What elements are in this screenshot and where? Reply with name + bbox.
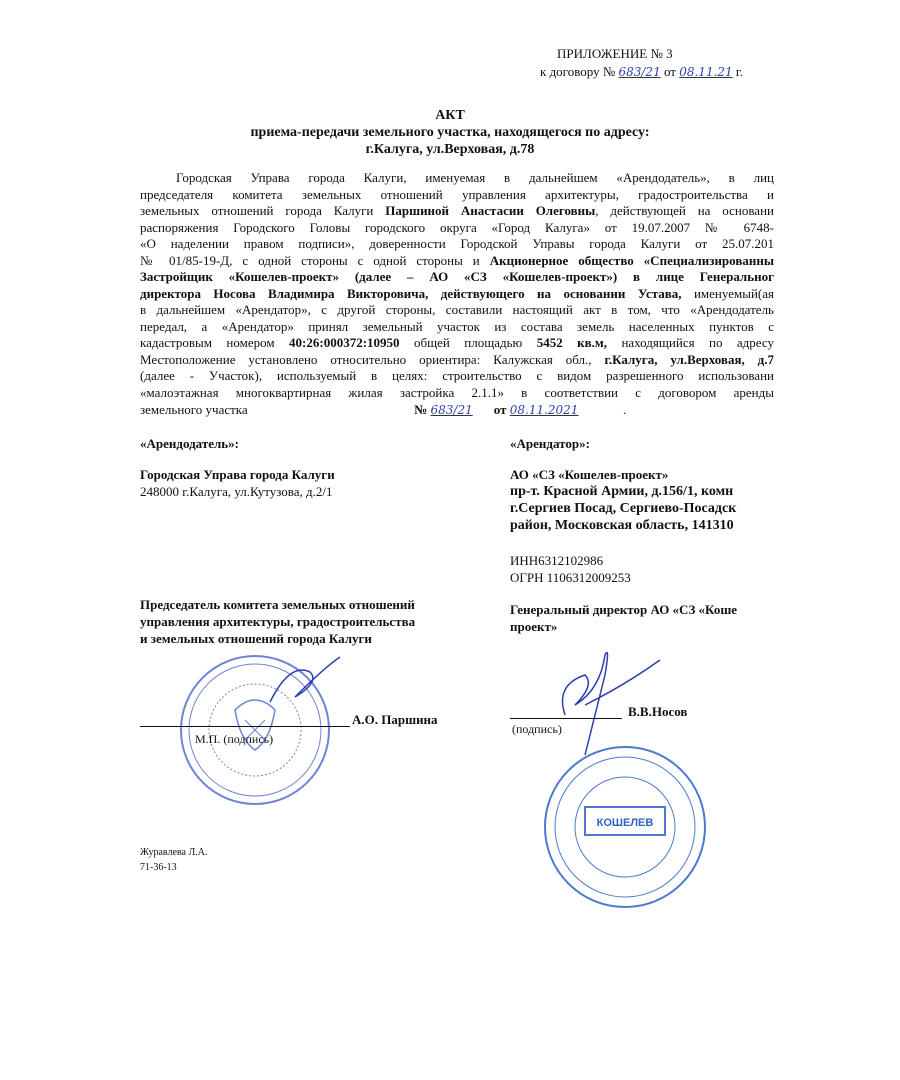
last-line-text: земельного участка bbox=[140, 402, 248, 417]
lessee-logo-text: КОШЕЛЕВ bbox=[596, 817, 654, 829]
lessor-role: «Арендодатель»: bbox=[140, 436, 239, 451]
body-text: именуемый(ая bbox=[681, 285, 774, 301]
body-text: кадастровым номером bbox=[140, 335, 290, 350]
body-line bbox=[140, 170, 774, 186]
contract-reference bbox=[540, 64, 743, 80]
body-text: № 01/85-19-Д, с одной стороны с одной стороны и bbox=[140, 252, 490, 268]
lessor-position-line: Председатель комитета земельных отношений bbox=[140, 597, 415, 612]
body-text-bold: Застройщик «Кошелев-проект» (далее – АО «СЗ «Кошелев-проект») в лице Генеральног bbox=[140, 269, 774, 284]
lessor-position-line: и земельных отношений города Калуги bbox=[140, 631, 372, 646]
lessor-position-line: управления архитектуры, градостроительства bbox=[140, 614, 416, 629]
contract-prefix: к договору № bbox=[540, 64, 616, 79]
body-line bbox=[140, 269, 774, 285]
body-text: распоряжения Городского Головы городского округа «Город Калуга» от 19.07.2007 № 6748- bbox=[140, 219, 774, 235]
body-text-bold: 40:26:000372:10950 bbox=[289, 335, 400, 350]
body-line bbox=[140, 203, 774, 219]
last-line-date-handwritten: 08.11.2021 bbox=[509, 403, 579, 417]
body-line bbox=[140, 187, 774, 203]
body-line bbox=[140, 385, 774, 401]
body-text: Местоположение установлено относительно ориентира: Калужская обл., bbox=[140, 351, 605, 367]
contract-suffix: г. bbox=[735, 64, 744, 79]
body-line bbox=[140, 368, 774, 384]
body-line bbox=[140, 302, 774, 318]
body-text-bold: Акционерное общество «Специализированны bbox=[489, 252, 774, 268]
lessee-role: «Арендатор»: bbox=[510, 436, 590, 451]
lessee-signer: В.В.Носов bbox=[628, 704, 688, 719]
body-line bbox=[140, 352, 774, 368]
lessee-company-seal bbox=[540, 742, 710, 912]
body-text-bold: Паршиной Анастасии Олеговны bbox=[385, 203, 596, 218]
body-text: передал, а «Арендатор» принял земельный участок из состава земель населенных пунктов с bbox=[140, 318, 774, 334]
lessee-position-line: Генеральный директор АО «СЗ «Коше bbox=[510, 602, 738, 617]
lessee-signature-line bbox=[510, 704, 622, 719]
body-text: , действующей на основани bbox=[595, 203, 774, 218]
body-line bbox=[140, 236, 774, 252]
contract-number-handwritten: 683/21 bbox=[618, 65, 661, 79]
body-line bbox=[140, 286, 774, 302]
appendix-label: ПРИЛОЖЕНИЕ № 3 bbox=[557, 46, 673, 61]
body-text: Городская Управа города Калуги, именуемая в дальнейшем «Арендодатель», в лиц bbox=[176, 170, 774, 185]
body-text-bold: директора Носова Владимира Викторовича, действующего на основании Устава, bbox=[140, 285, 682, 301]
lessor-sign-caption: М.П. (подпись) bbox=[195, 732, 274, 746]
last-line-no-label: № bbox=[414, 402, 428, 417]
last-line-from-label: от bbox=[493, 402, 507, 417]
body-line bbox=[140, 335, 774, 351]
body-text: (далее - Участок), используемый в целях: строительство с видом разрешенного использовани bbox=[140, 368, 774, 383]
last-line-number-handwritten: 683/21 bbox=[430, 403, 473, 417]
document-subtitle: приема-передачи земельного участка, находящегося по адресу: bbox=[250, 125, 650, 140]
lessor-address: 248000 г.Калуга, ул.Кутузова, д.2/1 bbox=[140, 484, 333, 499]
body-text: «малоэтажная многоквартирная жилая застройка 2.1.1» в соответствии с договором аренды bbox=[140, 384, 774, 400]
lessee-sign-caption: (подпись) bbox=[512, 722, 562, 736]
document-title: АКТ bbox=[435, 108, 465, 123]
lessee-ogrn: ОГРН 1106312009253 bbox=[510, 570, 631, 585]
lessee-signature bbox=[525, 645, 665, 755]
body-line bbox=[140, 220, 774, 236]
lessor-signature-line bbox=[140, 712, 350, 727]
executor-phone: 71-36-13 bbox=[140, 862, 177, 873]
body-text: «О наделении правом подписи», доверенности Городской Управы города Калуги от 25.07.201 bbox=[140, 236, 774, 251]
document-address: г.Калуга, ул.Верховая, д.78 bbox=[365, 142, 535, 157]
lessee-address-line: г.Сергиев Посад, Сергиево-Посадск bbox=[510, 501, 737, 516]
body-text: находящийся по адресу bbox=[607, 335, 774, 350]
body-text: председателя комитета земельных отношений управления архитектуры, градостроительства и bbox=[140, 186, 774, 202]
body-line bbox=[140, 319, 774, 335]
body-text: в дальнейшем «Арендатор», с другой стороны, составили настоящий акт в том, что «Арендодатель bbox=[140, 302, 774, 317]
body-text: земельных отношений города Калуги bbox=[140, 203, 386, 218]
lessor-signature bbox=[260, 652, 350, 712]
last-line-end: . bbox=[622, 402, 627, 417]
body-text-bold: г.Калуга, ул.Верховая, д.7 bbox=[604, 351, 774, 367]
lessor-name: Городская Управа города Калуги bbox=[140, 467, 335, 482]
lessee-name: АО «СЗ «Кошелев-проект» bbox=[510, 467, 669, 482]
body-text-bold: 5452 кв.м, bbox=[536, 335, 608, 350]
contract-from: от bbox=[663, 64, 676, 79]
lessor-signer: А.О. Паршина bbox=[352, 712, 438, 727]
act-body-last-line bbox=[140, 402, 626, 418]
executor-name: Журавлева Л.А. bbox=[140, 847, 208, 858]
body-text: общей площадью bbox=[399, 335, 537, 350]
lessee-address-line: пр-т. Красной Армии, д.156/1, комн bbox=[510, 484, 734, 499]
lessee-address-line: район, Московская область, 141310 bbox=[510, 518, 734, 533]
contract-date-handwritten: 08.11.21 bbox=[679, 65, 733, 79]
lessee-position-line: проект» bbox=[510, 619, 558, 634]
lessee-inn: ИНН6312102986 bbox=[510, 553, 604, 568]
body-line bbox=[140, 253, 774, 269]
